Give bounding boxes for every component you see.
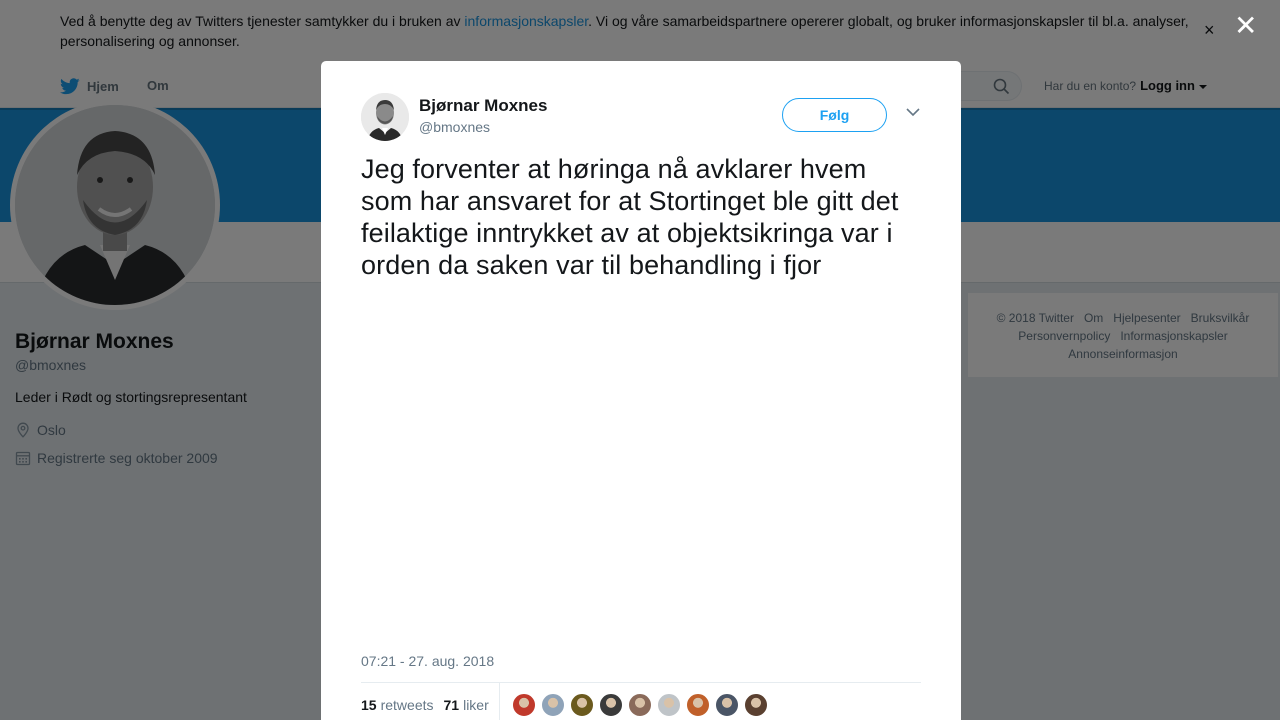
liker-avatars: [512, 693, 768, 717]
retweets-count: 15: [361, 697, 377, 713]
tweet-author-avatar[interactable]: [361, 93, 409, 141]
tweet-timestamp[interactable]: 07:21 - 27. aug. 2018: [361, 653, 495, 669]
tweet-modal: [321, 61, 961, 720]
tweet-author-name[interactable]: Bjørnar Moxnes: [419, 96, 548, 115]
retweets-label: retweets: [380, 697, 434, 713]
liker-avatar[interactable]: [512, 693, 536, 717]
liker-avatar[interactable]: [599, 693, 623, 717]
liker-avatar[interactable]: [657, 693, 681, 717]
liker-avatar[interactable]: [570, 693, 594, 717]
follow-button[interactable]: Følg: [782, 98, 887, 132]
liker-avatar[interactable]: [628, 693, 652, 717]
retweets-stat[interactable]: [361, 697, 434, 713]
chevron-down-icon[interactable]: [906, 108, 920, 117]
author-photo: [361, 93, 409, 141]
close-overlay-icon[interactable]: ✕: [1234, 10, 1258, 41]
tweet-stats: [361, 697, 499, 713]
likes-count: 71: [443, 697, 460, 713]
liker-avatar[interactable]: [686, 693, 710, 717]
liker-avatar[interactable]: [541, 693, 565, 717]
stats-vertical-divider: [499, 683, 500, 720]
likes-label: liker: [463, 697, 489, 713]
stats-divider-line: [361, 682, 921, 683]
tweet-author-handle[interactable]: @bmoxnes: [419, 119, 491, 135]
liker-avatar[interactable]: [715, 693, 739, 717]
liker-avatar[interactable]: [744, 693, 768, 717]
tweet-text: Jeg forventer at høringa nå avklarer hvem som har ansvaret for at Stortinget ble gitt det feilaktige inntrykket av at objektsikringa var i orden da saken var til behandling i fjor: [361, 154, 899, 280]
likes-stat[interactable]: [444, 697, 489, 713]
